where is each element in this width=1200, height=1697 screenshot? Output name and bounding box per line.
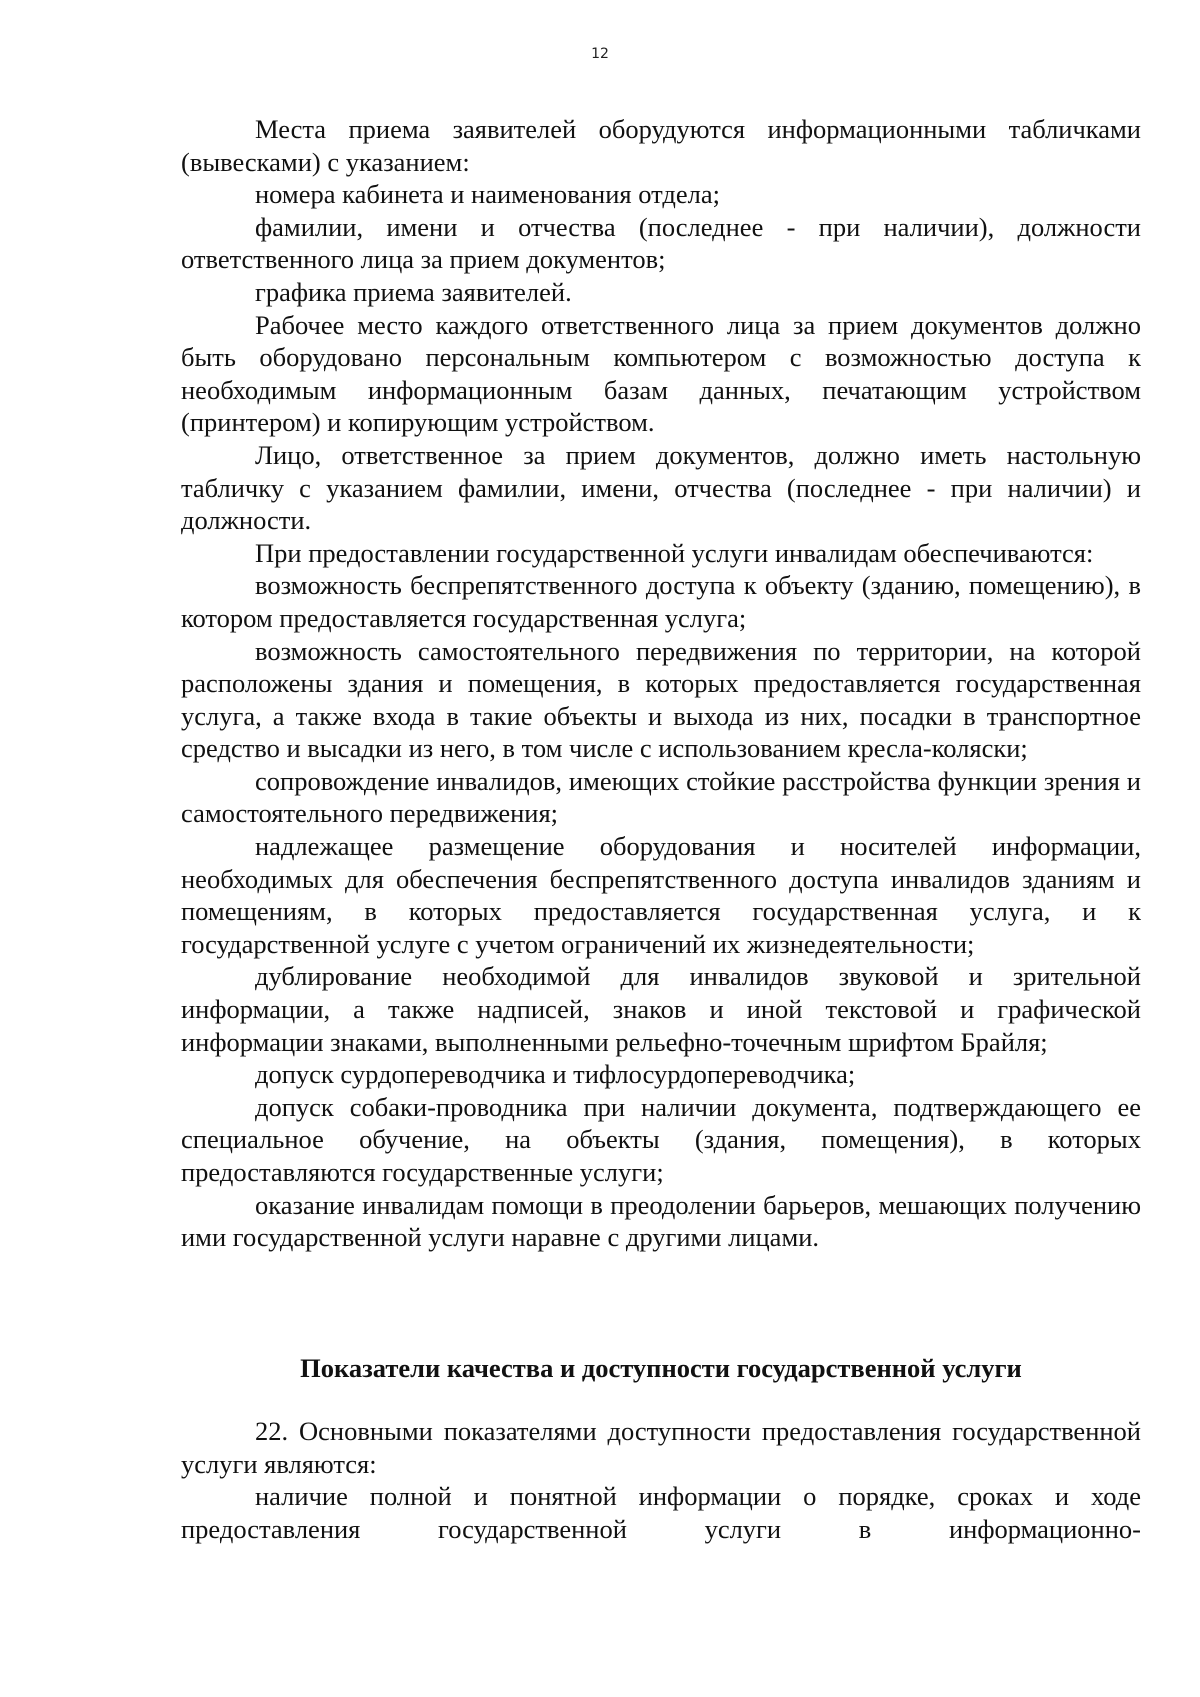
paragraph: оказание инвалидам помощи в преодолении барьеров, мешающих получению ими государственной услуги наравне с другими лицами. [181,1189,1141,1253]
paragraph: возможность самостоятельного передвижения по территории, на которой расположены здания и помещения, в которых предоставляется государственная услуга, а также входа в такие объекты и выхода из них, посадки в транспортное средство и высадки из него, в том числе с использованием кресла-коляски; [181,635,1141,764]
paragraph: Лицо, ответственное за прием документов, должно иметь настольную табличку с указанием фамилии, имени, отчества (последнее - при наличии) и должности. [181,439,1141,536]
page-number: 12 [591,46,609,62]
paragraph: надлежащее размещение оборудования и носителей информации, необходимых для обеспечения беспрепятственного доступа инвалидов зданиям и помещениям, в которых предоставляется государственная услуга, и к государственной услуге с учетом ограничений их жизнедеятельности; [181,831,1141,959]
paragraph: дублирование необходимой для инвалидов звуковой и зрительной информации, а также надписей, знаков и иной текстовой и графической информации знаками, выполненными рельефно-точечным шрифтом Брайля; [181,961,1141,1057]
paragraph: 22. Основными показателями доступности предоставления государственной услуги являются: [181,1416,1141,1479]
section-body [181,1415,1141,1545]
paragraph: возможность беспрепятственного доступа к объекту (зданию, помещению), в котором предоставляется государственная услуга; [181,570,1141,633]
paragraph: При предоставлении государственной услуги инвалидам обеспечиваются: [255,537,1094,568]
paragraph: фамилии, имени и отчества (последнее - при наличии), должности ответственного лица за прием документов; [181,211,1141,275]
section-heading: Показатели качества и доступности государственной услуги [300,1353,1022,1383]
paragraph: Места приема заявителей оборудуются информационными табличками (вывесками) с указанием: [181,114,1141,177]
paragraph: Рабочее место каждого ответственного лица за прием документов должно быть оборудовано персональным компьютером с возможностью доступа к необходимым информационным базам данных, печатающим устройством (принтером) и копирующим устройством. [181,309,1141,438]
paragraph: допуск собаки-проводника при наличии документа, подтверждающего ее специальное обучение, на объекты (здания, помещения), в которых предоставляются государственные услуги; [181,1091,1141,1187]
paragraph: номера кабинета и наименования отдела; [255,179,720,210]
body-text [181,113,1141,1254]
paragraph: наличие полной и понятной информации о порядке, сроках и ходе предоставления государственной услуги в информационно- [181,1481,1141,1544]
paragraph: сопровождение инвалидов, имеющих стойкие расстройства функции зрения и самостоятельного передвижения; [181,765,1141,829]
paragraph: графика приема заявителей. [255,276,572,307]
paragraph: допуск сурдопереводчика и тифлосурдопереводчика; [255,1059,856,1090]
